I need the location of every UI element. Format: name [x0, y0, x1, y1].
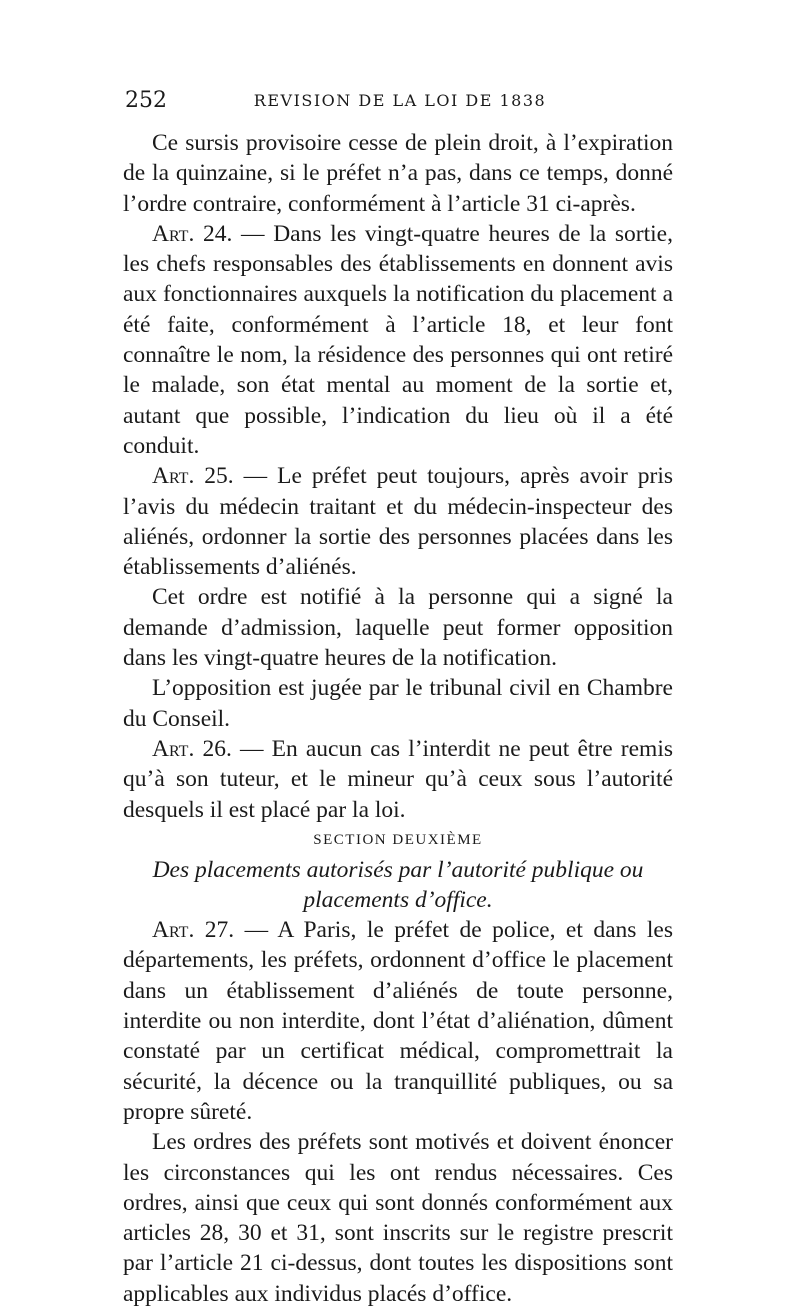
article-label: Art. 27.: [152, 917, 235, 944]
paragraph: [123, 1127, 673, 1309]
page-body: [123, 128, 673, 1309]
paragraph: [123, 734, 673, 825]
paragraph: [123, 461, 673, 582]
section-subtitle: [123, 855, 673, 915]
article-label: Art. 24.: [152, 220, 233, 247]
paragraph: [123, 915, 673, 1127]
paragraph-text: — A Paris, le préfet de police, et dans les départements, les préfets, ordonnent d’office le placement dans un établissement d’aliénés de toute personne, interdite ou non interdite, dont l’état d’aliénation, dûment constaté par un certificat médical, compromettrait la sécurité, la décence ou la tranquillité publiques, ou sa propre sûreté.: [123, 917, 673, 1125]
paragraph-text: Cet ordre est notifié à la personne qui a signé la demande d’admission, laquelle peut former opposition dans les vingt-quatre heures de la notification.: [123, 584, 673, 672]
running-title: REVISION DE LA LOI DE 1838: [253, 91, 547, 110]
paragraph-text: L’opposition est jugée par le tribunal civil en Chambre du Conseil.: [123, 675, 673, 732]
paragraph-text: — Le préfet peut toujours, après avoir pris l’avis du médecin traitant et du médecin-inspecteur des aliénés, ordonner la sortie des personnes placées dans les établissements d’aliénés.: [123, 463, 673, 581]
paragraph: [123, 673, 673, 734]
page-number: 252: [125, 88, 167, 113]
paragraph: [123, 128, 673, 219]
paragraph-text: — Dans les vingt-quatre heures de la sortie, les chefs responsables des établissements en donnent avis aux fonctionnaires auxquels la notification du placement a été faite, conformément à l’article 18, et leur font connaître le nom, la résidence des personnes qui ont retiré le malade, son état mental au moment de la sortie et, autant que possible, l’indication du lieu où il a été conduit.: [123, 220, 673, 459]
article-label: Art. 25.: [152, 463, 234, 490]
article-label: Art. 26.: [152, 735, 232, 762]
paragraph: [123, 219, 673, 461]
paragraph-text: — En aucun cas l’interdit ne peut être remis qu’à son tuteur, et le mineur qu’à ceux sous l’autorité desquels il est placé par la loi.: [123, 735, 673, 823]
page-header: [125, 88, 675, 118]
paragraph-text: Les ordres des préfets sont motivés et doivent énoncer les circonstances qui les ont rendus nécessaires. Ces ordres, ainsi que ceux qui sont donnés conformément aux articles 28, 30 et 31, sont inscrits sur le registre prescrit par l’article 21 ci-dessus, dont toutes les dispositions sont applicables aux individus placés d’office.: [123, 1129, 673, 1307]
section-subtitle-line2: placements d’office.: [303, 887, 493, 914]
paragraph-text: Ce sursis provisoire cesse de plein droit, à l’expiration de la quinzaine, si le préfet n’a pas, dans ce temps, donné l’ordre contraire, conformément à l’article 31 ci-après.: [123, 130, 673, 217]
paragraph: [123, 582, 673, 673]
section-subtitle-line1: Des placements autorisés par l’autorité publique ou: [152, 857, 644, 884]
section-heading: SECTION DEUXIÈME: [313, 831, 483, 848]
